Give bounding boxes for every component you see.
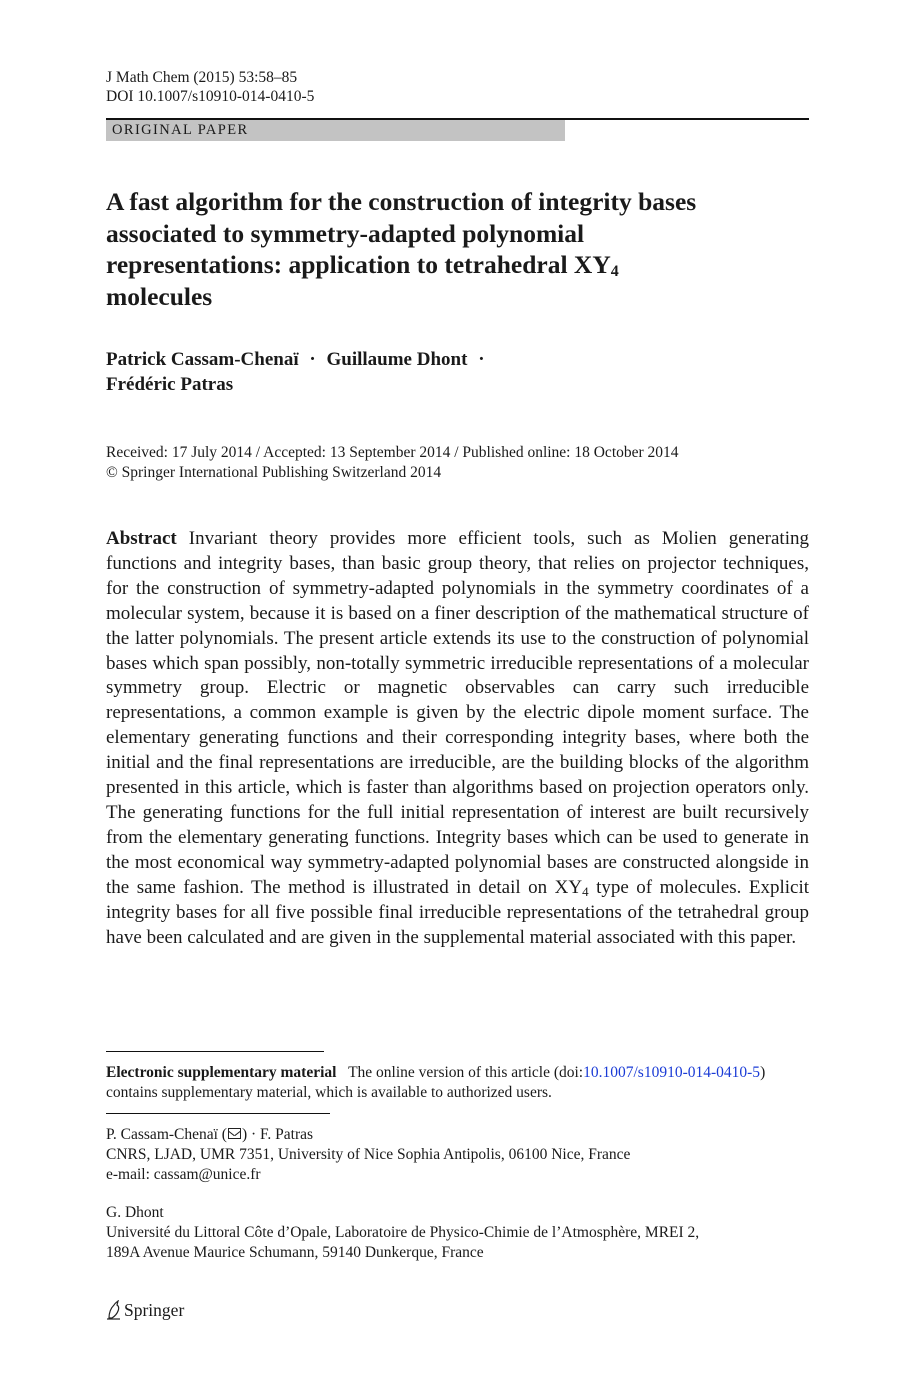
article-type-banner: ORIGINAL PAPER [106, 120, 565, 141]
abstract-label: Abstract [106, 528, 177, 549]
publisher-name: Springer [124, 1300, 185, 1320]
title-subscript: 4 [610, 263, 619, 280]
supplementary-label: Electronic supplementary material [106, 1064, 337, 1081]
author-separator: · [478, 349, 485, 370]
affiliation-first [106, 1125, 630, 1185]
title-line-2: associated to symmetry-adapted polynomial [106, 218, 585, 248]
affiliation-name: G. Dhont [106, 1204, 164, 1221]
author-name[interactable]: Patrick Cassam-Chenaï [106, 349, 299, 370]
author-name[interactable]: Guillaume Dhont [326, 349, 468, 370]
affiliation-address-1: Université du Littoral Côte d’Opale, Laboratoire de Physico-Chimie de l’Atmosphère, MREI 2, [106, 1224, 700, 1241]
supplementary-text: The online version of this article (doi: [348, 1064, 584, 1081]
article-title [106, 186, 796, 312]
abstract [106, 527, 809, 950]
affiliation-address-2: 189A Avenue Maurice Schumann, 59140 Dunkerque, France [106, 1244, 484, 1261]
affiliation-second [106, 1203, 699, 1263]
publication-history [106, 443, 679, 483]
journal-doi: DOI 10.1007/s10910-014-0410-5 [106, 88, 315, 105]
abstract-text: Invariant theory provides more efficient tools, such as Molien generating functions and integrity bases, than basic group theory, that relies on projector techniques, for the construction of symmetry-adapted polynomials in the symmetry coordinates of a molecular system, because it is based on a finer description of the mathematical structure of the latter polynomials. The present article extends its use to the construction of polynomial bases which span possibly, non-totally symmetric irreducible representations of a molecular symmetry group. Electric or magnetic observables can carry such irreducible representations, a common example is given by the electric dipole moment surface. The elementary generating functions and their corresponding integrity bases, where both the initial and the final representations are irreducible, are the building blocks of the algorithm presented in this article, which is faster than algorithms based on projection operators only. The generating functions for the full initial representation of interest are built recursively from the elementary generating functions. Integrity bases which can be used to generate in the most economical way symmetry-adapted polynomial bases are constructed alongside in the same fashion. The method is illustrated in detail on XY [106, 528, 809, 898]
affiliation-address: CNRS, LJAD, UMR 7351, University of Nice Sophia Antipolis, 06100 Nice, France [106, 1146, 631, 1163]
supplementary-line-2: contains supplementary material, which is available to authorized users. [106, 1084, 552, 1101]
abstract-text-end: type of molecules. Explicit integrity bases for all five possible final irreducible representations of the tetrahedral group have been calculated and are given in the supplemental material associated with this paper. [106, 876, 809, 948]
title-line-4: molecules [106, 281, 213, 311]
affiliation-names-rest: ) · F. Patras [241, 1126, 314, 1143]
author-separator: · [309, 349, 316, 370]
supplementary-note [106, 1063, 809, 1103]
author-name[interactable]: Frédéric Patras [106, 374, 234, 395]
supplementary-doi-link[interactable]: 10.1007/s10910-014-0410-5 [583, 1064, 761, 1081]
footnote-rule [106, 1051, 324, 1052]
affiliation-names [106, 1125, 630, 1145]
journal-citation: J Math Chem (2015) 53:58–85 [106, 69, 298, 86]
affiliation-rule [106, 1113, 330, 1114]
author-list [106, 347, 796, 397]
publisher-footer [106, 1299, 184, 1321]
copyright-line: © Springer International Publishing Switzerland 2014 [106, 464, 442, 481]
supplementary-close: ) [760, 1064, 766, 1081]
journal-header [106, 68, 314, 106]
history-dates: Received: 17 July 2014 / Accepted: 13 September 2014 / Published online: 18 October 2014 [106, 444, 679, 461]
affiliation-names-text: P. Cassam-Chenaï ( [106, 1126, 227, 1143]
envelope-icon [228, 1128, 241, 1139]
abstract-subscript: 4 [582, 883, 589, 899]
affiliation-email[interactable]: e-mail: cassam@unice.fr [106, 1166, 261, 1183]
springer-horse-icon [106, 1300, 121, 1320]
title-line-1: A fast algorithm for the construction of integrity bases [106, 187, 697, 216]
title-line-3: representations: application to tetrahedral XY [106, 250, 611, 279]
